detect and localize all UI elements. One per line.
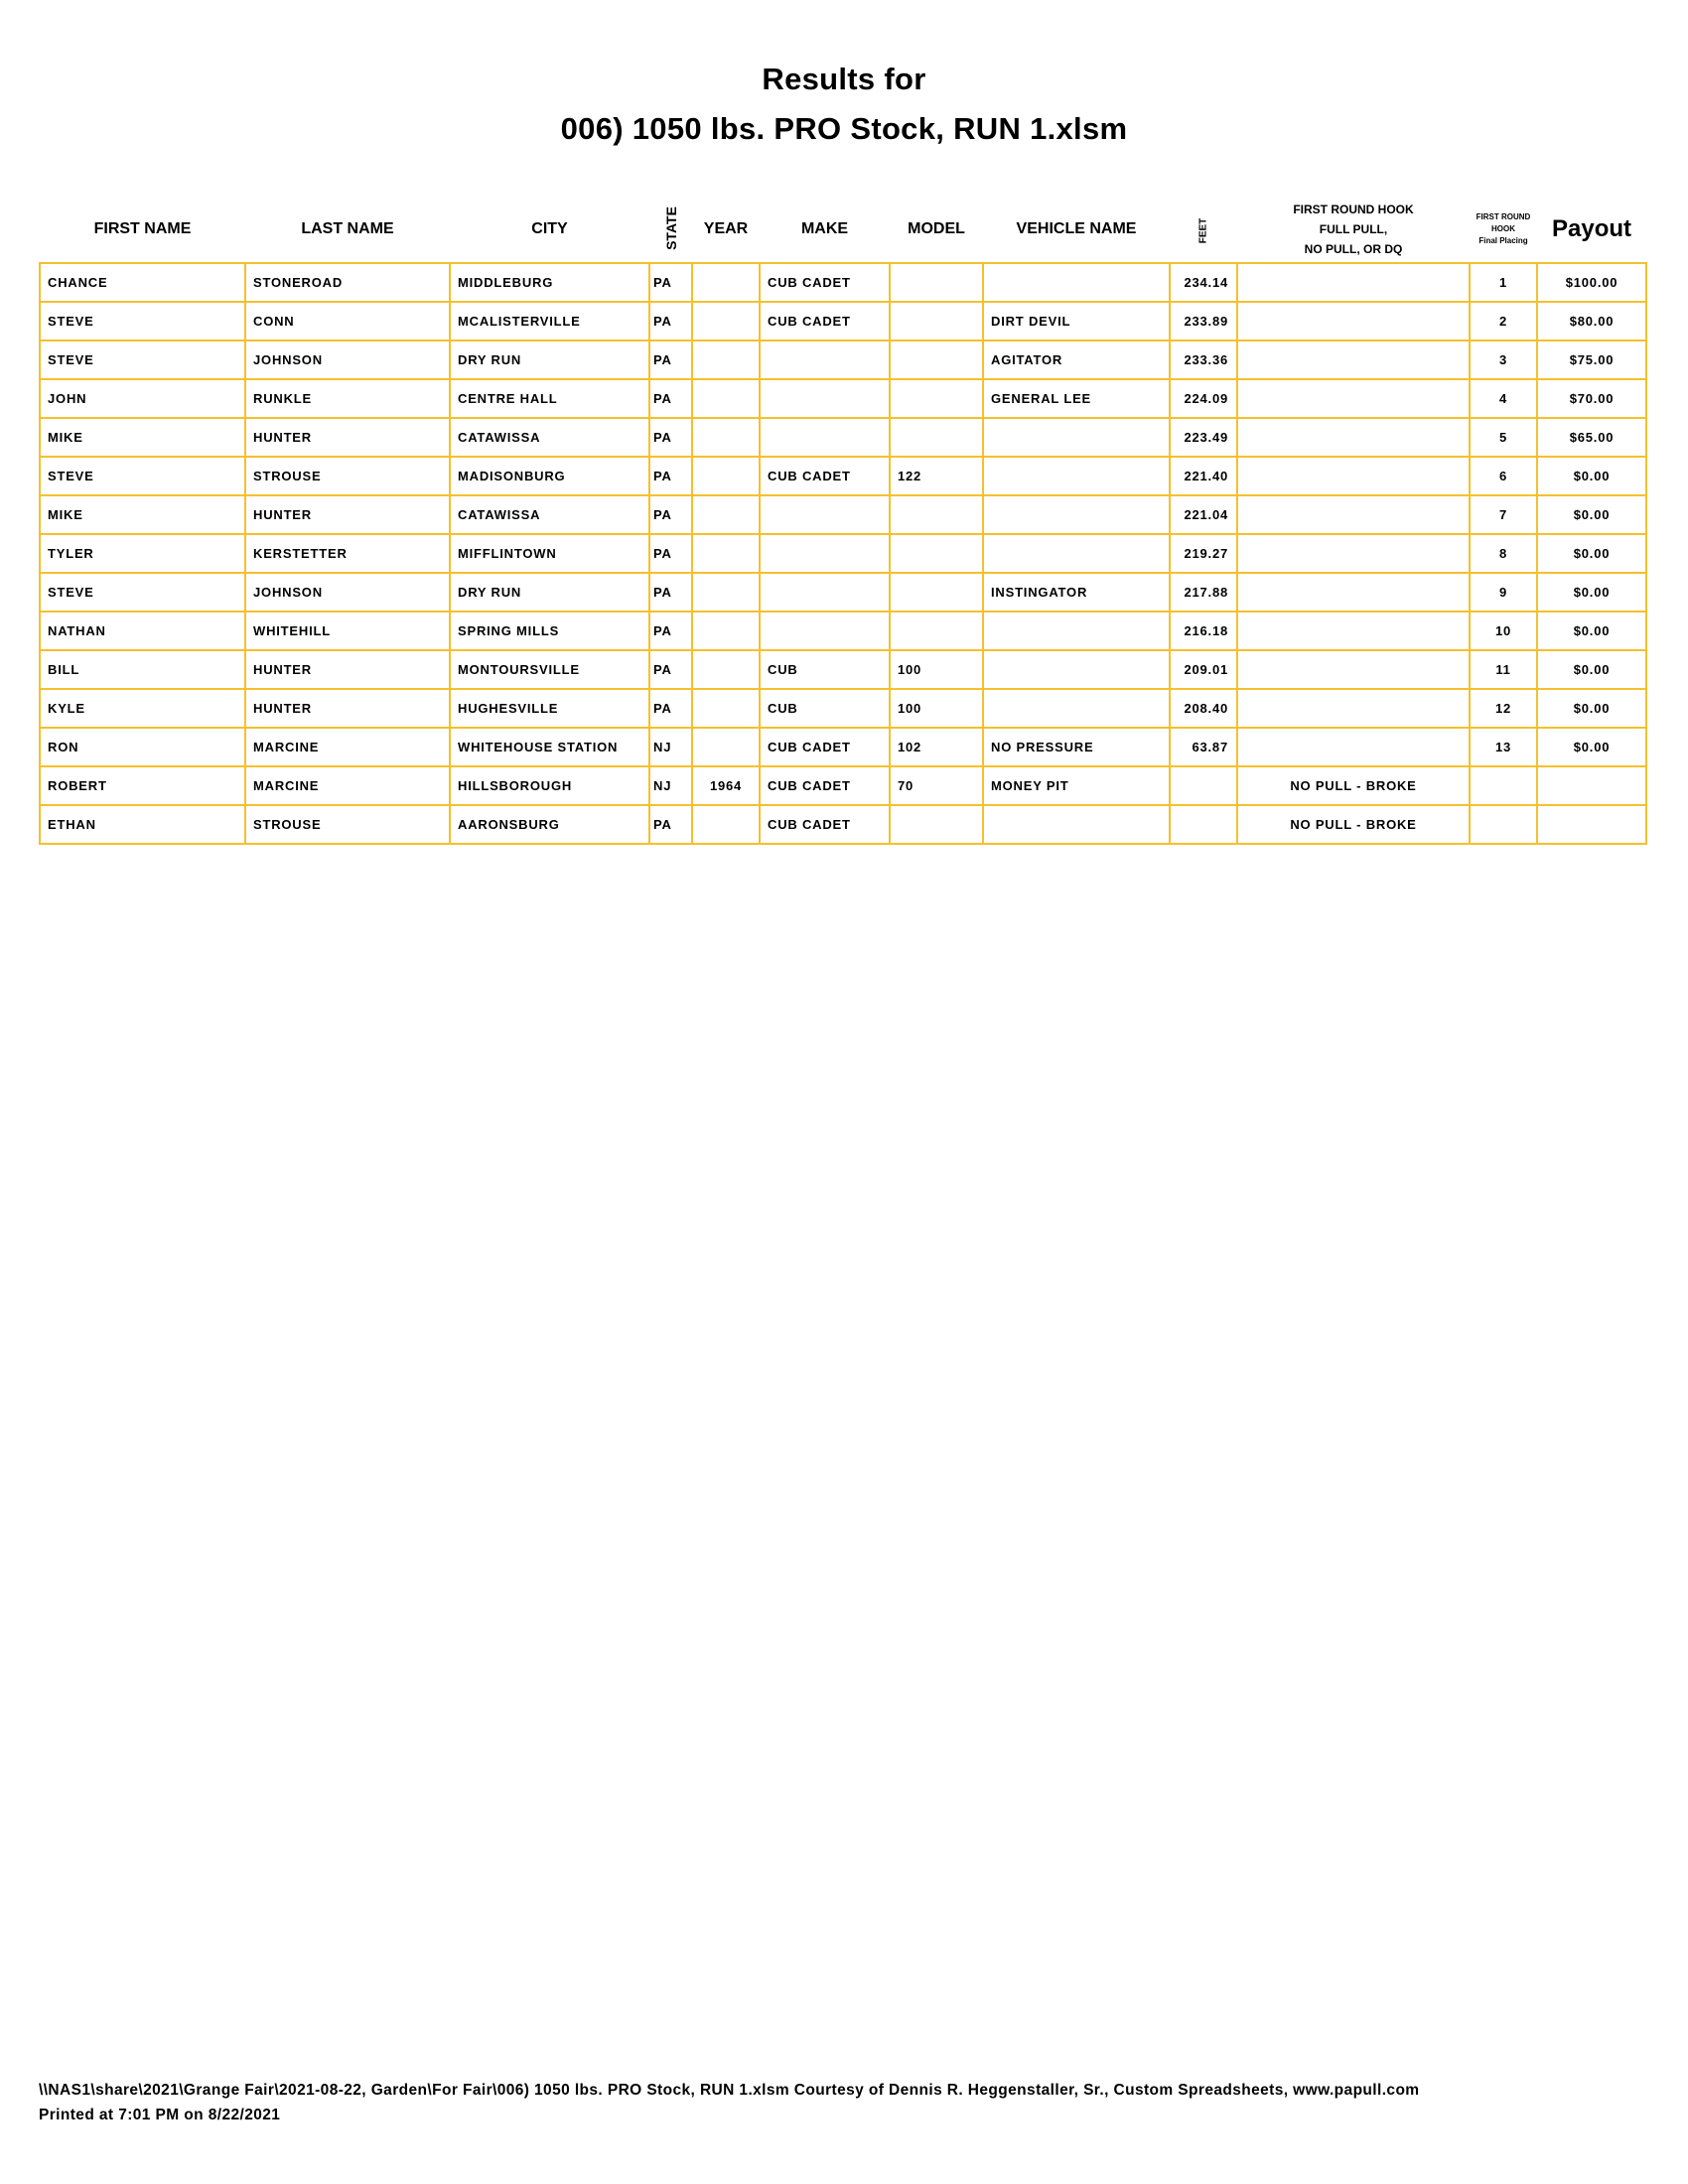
cell-make [760, 379, 890, 418]
cell-payout: $0.00 [1537, 573, 1646, 612]
cell-last-name: STROUSE [245, 457, 450, 495]
cell-last-name: WHITEHILL [245, 612, 450, 650]
cell-model [890, 573, 983, 612]
table-row [40, 495, 1646, 534]
cell-payout: $0.00 [1537, 612, 1646, 650]
cell-state: PA [649, 379, 692, 418]
cell-final-placing: 5 [1470, 418, 1537, 457]
cell-city: AARONSBURG [450, 805, 649, 844]
cell-make [760, 418, 890, 457]
header-hook-line2: FULL PULL, [1319, 222, 1388, 236]
cell-feet: 233.89 [1170, 302, 1237, 341]
cell-make [760, 495, 890, 534]
cell-year [692, 573, 760, 612]
cell-feet: 234.14 [1170, 263, 1237, 302]
cell-payout: $100.00 [1537, 263, 1646, 302]
cell-hook-status [1237, 650, 1470, 689]
cell-final-placing: 13 [1470, 728, 1537, 766]
cell-last-name: MARCINE [245, 728, 450, 766]
cell-hook-status [1237, 302, 1470, 341]
cell-model [890, 495, 983, 534]
header-state [649, 197, 692, 263]
cell-state: PA [649, 341, 692, 379]
cell-city: CENTRE HALL [450, 379, 649, 418]
cell-feet: 219.27 [1170, 534, 1237, 573]
cell-feet [1170, 766, 1237, 805]
cell-model: 100 [890, 689, 983, 728]
cell-make [760, 573, 890, 612]
cell-final-placing: 8 [1470, 534, 1537, 573]
cell-hook-status [1237, 495, 1470, 534]
cell-vehicle-name [983, 612, 1170, 650]
cell-state: PA [649, 534, 692, 573]
cell-hook-status [1237, 689, 1470, 728]
header-state-label: STATE [662, 206, 679, 250]
cell-last-name: JOHNSON [245, 341, 450, 379]
cell-feet: 208.40 [1170, 689, 1237, 728]
header-make: MAKE [800, 220, 849, 237]
cell-last-name: RUNKLE [245, 379, 450, 418]
cell-city: MCALISTERVILLE [450, 302, 649, 341]
header-hook-line1: FIRST ROUND HOOK [1293, 203, 1414, 216]
cell-first-name: NATHAN [40, 612, 245, 650]
cell-hook-status [1237, 457, 1470, 495]
cell-state: NJ [649, 766, 692, 805]
cell-first-name: BILL [40, 650, 245, 689]
cell-city: DRY RUN [450, 573, 649, 612]
cell-model: 122 [890, 457, 983, 495]
header-row [40, 197, 1646, 263]
cell-state: PA [649, 689, 692, 728]
cell-make: CUB CADET [760, 805, 890, 844]
cell-payout [1537, 766, 1646, 805]
cell-make: CUB CADET [760, 766, 890, 805]
cell-hook-status [1237, 263, 1470, 302]
cell-first-name: STEVE [40, 302, 245, 341]
cell-model [890, 534, 983, 573]
cell-make: CUB CADET [760, 457, 890, 495]
header-year: YEAR [703, 220, 749, 237]
cell-state: PA [649, 457, 692, 495]
header-city: CITY [531, 220, 568, 237]
cell-model [890, 263, 983, 302]
header-placing-line1: FIRST ROUND [1476, 212, 1531, 221]
header-vehicle-name: VEHICLE NAME [1016, 220, 1137, 237]
footer-file-path: \\NAS1\share\2021\Grange Fair\2021-08-22, Garden\For Fair\006) 1050 lbs. PRO Stock, RUN 1.xlsm Courtesy of Dennis R. Heggenstaller, Sr., Custom Spreadsheets, www.papull.com [39, 2082, 1420, 2099]
cell-final-placing: 3 [1470, 341, 1537, 379]
cell-hook-status [1237, 379, 1470, 418]
cell-vehicle-name: GENERAL LEE [983, 379, 1170, 418]
results-body [40, 263, 1646, 844]
cell-feet: 221.04 [1170, 495, 1237, 534]
cell-first-name: KYLE [40, 689, 245, 728]
table-row [40, 766, 1646, 805]
cell-payout: $75.00 [1537, 341, 1646, 379]
cell-feet: 224.09 [1170, 379, 1237, 418]
cell-year [692, 457, 760, 495]
cell-feet [1170, 805, 1237, 844]
cell-city: SPRING MILLS [450, 612, 649, 650]
cell-first-name: JOHN [40, 379, 245, 418]
cell-last-name: KERSTETTER [245, 534, 450, 573]
cell-final-placing: 7 [1470, 495, 1537, 534]
cell-vehicle-name [983, 495, 1170, 534]
cell-city: WHITEHOUSE STATION [450, 728, 649, 766]
cell-year [692, 534, 760, 573]
cell-final-placing: 9 [1470, 573, 1537, 612]
table-row [40, 612, 1646, 650]
page-title-line1: Results for [762, 62, 926, 96]
cell-feet: 63.87 [1170, 728, 1237, 766]
cell-last-name: STROUSE [245, 805, 450, 844]
cell-hook-status [1237, 612, 1470, 650]
cell-first-name: MIKE [40, 495, 245, 534]
results-table [39, 197, 1647, 845]
header-first-name: FIRST NAME [93, 220, 192, 237]
cell-year [692, 728, 760, 766]
table-row [40, 302, 1646, 341]
cell-year [692, 302, 760, 341]
cell-city: MONTOURSVILLE [450, 650, 649, 689]
cell-state: PA [649, 612, 692, 650]
cell-payout: $0.00 [1537, 534, 1646, 573]
cell-first-name: TYLER [40, 534, 245, 573]
cell-final-placing: 10 [1470, 612, 1537, 650]
cell-city: HILLSBOROUGH [450, 766, 649, 805]
table-row [40, 534, 1646, 573]
table-row [40, 379, 1646, 418]
header-feet [1170, 197, 1237, 263]
cell-model: 102 [890, 728, 983, 766]
cell-city: CATAWISSA [450, 418, 649, 457]
page-title-line2: 006) 1050 lbs. PRO Stock, RUN 1.xlsm [560, 111, 1128, 146]
cell-state: PA [649, 418, 692, 457]
cell-vehicle-name: NO PRESSURE [983, 728, 1170, 766]
cell-payout: $0.00 [1537, 689, 1646, 728]
cell-make [760, 534, 890, 573]
cell-final-placing: 12 [1470, 689, 1537, 728]
header-placing-line2: HOOK [1491, 224, 1515, 233]
cell-state: PA [649, 805, 692, 844]
cell-year [692, 612, 760, 650]
cell-make: CUB [760, 650, 890, 689]
cell-year [692, 341, 760, 379]
cell-hook-status: NO PULL - BROKE [1237, 805, 1470, 844]
cell-make [760, 341, 890, 379]
cell-final-placing: 6 [1470, 457, 1537, 495]
header-hook-status [1237, 197, 1470, 263]
cell-model [890, 379, 983, 418]
cell-city: HUGHESVILLE [450, 689, 649, 728]
cell-model [890, 612, 983, 650]
table-row [40, 689, 1646, 728]
cell-first-name: STEVE [40, 457, 245, 495]
table-row [40, 418, 1646, 457]
cell-payout: $65.00 [1537, 418, 1646, 457]
cell-year [692, 263, 760, 302]
cell-model [890, 341, 983, 379]
cell-payout: $0.00 [1537, 495, 1646, 534]
cell-feet: 217.88 [1170, 573, 1237, 612]
cell-city: MIDDLEBURG [450, 263, 649, 302]
cell-model [890, 418, 983, 457]
cell-vehicle-name [983, 650, 1170, 689]
cell-make: CUB CADET [760, 302, 890, 341]
cell-final-placing: 1 [1470, 263, 1537, 302]
cell-last-name: HUNTER [245, 418, 450, 457]
cell-final-placing [1470, 805, 1537, 844]
table-row [40, 263, 1646, 302]
cell-feet: 221.40 [1170, 457, 1237, 495]
cell-hook-status [1237, 728, 1470, 766]
cell-hook-status [1237, 534, 1470, 573]
cell-make: CUB CADET [760, 728, 890, 766]
cell-model: 100 [890, 650, 983, 689]
cell-payout: $0.00 [1537, 728, 1646, 766]
cell-hook-status: NO PULL - BROKE [1237, 766, 1470, 805]
cell-make [760, 612, 890, 650]
cell-vehicle-name [983, 418, 1170, 457]
cell-hook-status [1237, 573, 1470, 612]
cell-first-name: CHANCE [40, 263, 245, 302]
table-row [40, 457, 1646, 495]
header-last-name: LAST NAME [301, 220, 394, 237]
cell-year [692, 379, 760, 418]
table-row [40, 728, 1646, 766]
cell-vehicle-name [983, 263, 1170, 302]
cell-first-name: STEVE [40, 573, 245, 612]
cell-city: MIFFLINTOWN [450, 534, 649, 573]
cell-payout: $0.00 [1537, 457, 1646, 495]
cell-first-name: RON [40, 728, 245, 766]
cell-model [890, 805, 983, 844]
cell-feet: 216.18 [1170, 612, 1237, 650]
cell-state: PA [649, 650, 692, 689]
cell-vehicle-name [983, 457, 1170, 495]
cell-city: MADISONBURG [450, 457, 649, 495]
cell-year [692, 650, 760, 689]
cell-feet: 233.36 [1170, 341, 1237, 379]
cell-first-name: ROBERT [40, 766, 245, 805]
cell-payout: $70.00 [1537, 379, 1646, 418]
table-row [40, 573, 1646, 612]
cell-first-name: ETHAN [40, 805, 245, 844]
cell-model: 70 [890, 766, 983, 805]
cell-payout: $80.00 [1537, 302, 1646, 341]
cell-last-name: HUNTER [245, 495, 450, 534]
cell-vehicle-name: DIRT DEVIL [983, 302, 1170, 341]
header-placing-line3: Final Placing [1478, 236, 1528, 245]
cell-payout [1537, 805, 1646, 844]
cell-state: PA [649, 573, 692, 612]
footer-printed-at: Printed at 7:01 PM on 8/22/2021 [39, 2107, 281, 2123]
cell-state: PA [649, 263, 692, 302]
cell-last-name: MARCINE [245, 766, 450, 805]
cell-first-name: STEVE [40, 341, 245, 379]
cell-last-name: HUNTER [245, 650, 450, 689]
cell-year [692, 689, 760, 728]
cell-make: CUB CADET [760, 263, 890, 302]
cell-vehicle-name [983, 689, 1170, 728]
cell-vehicle-name: INSTINGATOR [983, 573, 1170, 612]
cell-final-placing: 2 [1470, 302, 1537, 341]
cell-year: 1964 [692, 766, 760, 805]
cell-city: CATAWISSA [450, 495, 649, 534]
cell-make: CUB [760, 689, 890, 728]
header-feet-label: FEET [1197, 217, 1209, 244]
cell-vehicle-name [983, 534, 1170, 573]
cell-state: PA [649, 302, 692, 341]
cell-model [890, 302, 983, 341]
cell-final-placing: 4 [1470, 379, 1537, 418]
cell-hook-status [1237, 418, 1470, 457]
cell-first-name: MIKE [40, 418, 245, 457]
cell-feet: 209.01 [1170, 650, 1237, 689]
cell-vehicle-name [983, 805, 1170, 844]
cell-state: PA [649, 495, 692, 534]
cell-year [692, 805, 760, 844]
cell-state: NJ [649, 728, 692, 766]
cell-hook-status [1237, 341, 1470, 379]
table-row [40, 341, 1646, 379]
cell-city: DRY RUN [450, 341, 649, 379]
cell-last-name: STONEROAD [245, 263, 450, 302]
header-model: MODEL [908, 220, 965, 237]
cell-last-name: JOHNSON [245, 573, 450, 612]
cell-year [692, 495, 760, 534]
cell-year [692, 418, 760, 457]
cell-vehicle-name: AGITATOR [983, 341, 1170, 379]
header-payout: Payout [1551, 215, 1631, 242]
cell-payout: $0.00 [1537, 650, 1646, 689]
table-row [40, 650, 1646, 689]
header-hook-line3: NO PULL, OR DQ [1304, 242, 1403, 256]
cell-feet: 223.49 [1170, 418, 1237, 457]
table-row [40, 805, 1646, 844]
cell-final-placing: 11 [1470, 650, 1537, 689]
cell-last-name: HUNTER [245, 689, 450, 728]
cell-vehicle-name: MONEY PIT [983, 766, 1170, 805]
header-final-placing [1470, 197, 1537, 263]
cell-last-name: CONN [245, 302, 450, 341]
cell-final-placing [1470, 766, 1537, 805]
